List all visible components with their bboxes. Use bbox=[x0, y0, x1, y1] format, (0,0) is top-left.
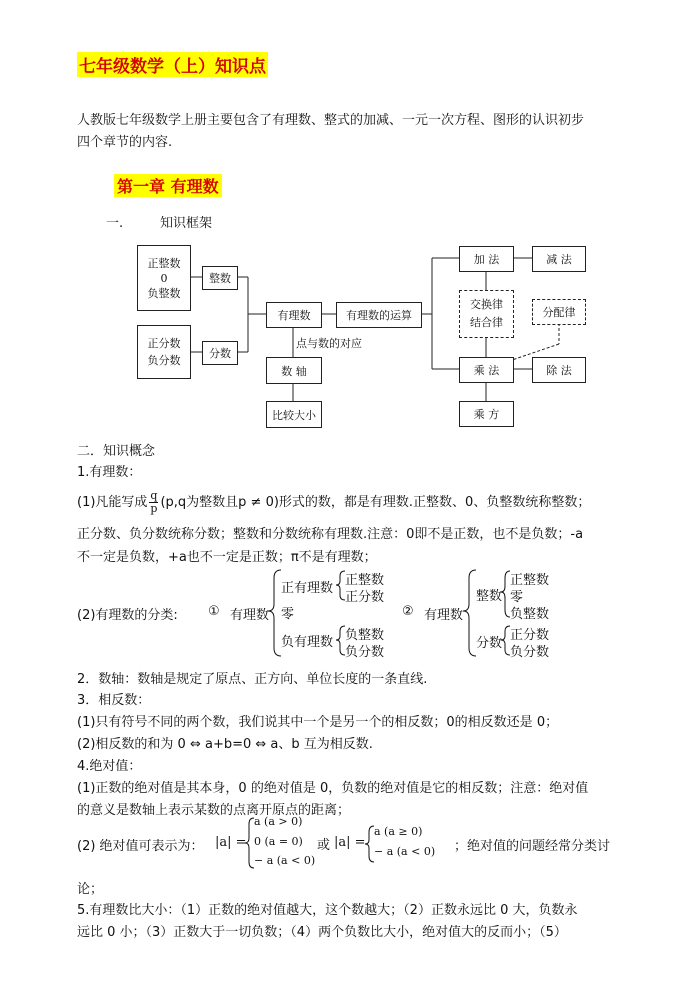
box-fraction: 分数 bbox=[202, 341, 238, 365]
classify2-pos-int: 正整数 bbox=[510, 573, 550, 588]
classify1-pos-frac: 正分数 bbox=[345, 590, 385, 605]
item3-line2: (2)相反数的和为 0 ⇔ a+b=0 ⇔ a、b 互为相反数. bbox=[77, 737, 373, 752]
item4-tail: 论； bbox=[77, 882, 104, 897]
section-title-framework: 知识框架 bbox=[160, 216, 213, 231]
item4-line2: 的意义是数轴上表示某数的点离开原点的距离； bbox=[77, 803, 351, 818]
abs-case-2: 0 (a = 0) bbox=[254, 835, 303, 848]
abs-alt-case-1: a (a ≥ 0) bbox=[374, 825, 423, 838]
item5-line1: 5.有理数比大小：（1）正数的绝对值越大，这个数越大；（2）正数永远比 0 大，负数永 bbox=[77, 903, 578, 918]
classify2-pos-frac: 正分数 bbox=[510, 628, 550, 643]
classify2-rational: 有理数 bbox=[424, 608, 464, 623]
label-positive-fraction: 正分数 bbox=[147, 337, 181, 350]
classify1-neg-frac: 负分数 bbox=[345, 645, 385, 660]
classify-label: (2)有理数的分类: bbox=[77, 608, 178, 623]
label-negative-integer: 负整数 bbox=[147, 286, 181, 300]
box-rational-operations: 有理数的运算 bbox=[336, 302, 422, 328]
item5-line2: 远比 0 小；（3）正数大于一切负数；（4）两个负数比大小，绝对值大的反而小；（5） bbox=[77, 925, 567, 940]
box-compare: 比较大小 bbox=[266, 401, 322, 428]
label-commutative-law: 交换律 bbox=[470, 298, 503, 311]
label-negative-fraction: 负分数 bbox=[147, 354, 181, 367]
box-integer: 整数 bbox=[202, 266, 238, 290]
label-zero: 0 bbox=[160, 271, 168, 285]
item3-line1: (1)只有符号不同的两个数，我们说其中一个是另一个的相反数；0的相反数还是 0； bbox=[77, 715, 559, 730]
item1-title: 1.有理数： bbox=[77, 465, 142, 480]
section-number: 一. bbox=[106, 216, 124, 231]
item1-text-a: (1)凡能写成 bbox=[77, 495, 148, 510]
item1-line3: 不一定是负数，+a也不一定是正数；π不是有理数； bbox=[77, 550, 377, 565]
item4-line1: (1)正数的绝对值是其本身，0 的绝对值是 0，负数的绝对值是它的相反数；注意：绝对值 bbox=[77, 781, 589, 796]
chapter-title: 第一章 有理数 bbox=[114, 174, 222, 197]
classify1-rational: 有理数 bbox=[230, 608, 270, 623]
box-subtraction: 减 法 bbox=[532, 246, 586, 272]
classify2-zero: 零 bbox=[510, 590, 524, 605]
label-point-number-correspondence: 点与数的对应 bbox=[296, 337, 362, 350]
abs-lhs-1: |a| = bbox=[215, 835, 247, 850]
box-division: 除 法 bbox=[532, 357, 586, 383]
classify1-pos-int: 正整数 bbox=[345, 573, 385, 588]
abs-alt-case-2: − a (a < 0) bbox=[374, 845, 436, 858]
abs-prefix: (2) 绝对值可表示为： bbox=[77, 839, 204, 854]
classify-circle-1: ① bbox=[208, 604, 220, 619]
classify1-zero: 零 bbox=[281, 607, 295, 622]
box-number-axis: 数 轴 bbox=[266, 357, 322, 384]
classify2-neg-int: 负整数 bbox=[510, 607, 550, 622]
document-title: 七年级数学（上）知识点 bbox=[77, 52, 268, 77]
abs-suffix: ；绝对值的问题经常分类讨 bbox=[454, 839, 611, 854]
abs-or: 或 bbox=[317, 838, 331, 853]
section-title-concepts: 二．知识概念 bbox=[77, 444, 156, 459]
item1-text-b: (p,q为整数且p ≠ 0)形式的数，都是有理数.正整数、0、负整数统称整数； bbox=[160, 495, 591, 510]
abs-lhs-2: |a| = bbox=[334, 835, 366, 850]
item1-line2: 正分数、负分数统称分数；整数和分数统称有理数.注意：0即不是正数，也不是负数；-a bbox=[77, 527, 584, 542]
abs-case-1: a (a > 0) bbox=[254, 815, 303, 828]
box-multiplication: 乘 法 bbox=[459, 357, 514, 383]
box-distributive-law: 分配律 bbox=[532, 299, 586, 325]
box-rational-number: 有理数 bbox=[266, 302, 322, 328]
item3-title: 3．相反数： bbox=[77, 693, 151, 708]
intro-line-1: 人教版七年级数学上册主要包含了有理数、整式的加减、一元一次方程、图形的认识初步 bbox=[77, 113, 585, 128]
box-addition: 加 法 bbox=[459, 246, 514, 272]
classify1-pos-rational: 正有理数 bbox=[281, 581, 334, 596]
classify1-neg-rational: 负有理数 bbox=[281, 635, 334, 650]
fraction-denominator: p bbox=[150, 502, 158, 515]
item4-title: 4.绝对值： bbox=[77, 759, 142, 774]
item2-number-axis: 2．数轴：数轴是规定了原点、正方向、单位长度的一条直线. bbox=[77, 672, 428, 687]
label-associative-law: 结合律 bbox=[470, 316, 503, 329]
intro-line-2: 四个章节的内容. bbox=[77, 135, 173, 150]
box-power: 乘 方 bbox=[459, 401, 514, 427]
fraction-numerator: q bbox=[150, 489, 158, 502]
classify2-fraction: 分数 bbox=[476, 636, 503, 651]
label-positive-integer: 正整数 bbox=[147, 256, 181, 270]
classify2-integer: 整数 bbox=[476, 589, 503, 604]
classify-circle-2: ② bbox=[402, 604, 414, 619]
classify2-neg-frac: 负分数 bbox=[510, 645, 550, 660]
abs-case-3: − a (a < 0) bbox=[254, 854, 316, 867]
classify1-neg-int: 负整数 bbox=[345, 628, 385, 643]
